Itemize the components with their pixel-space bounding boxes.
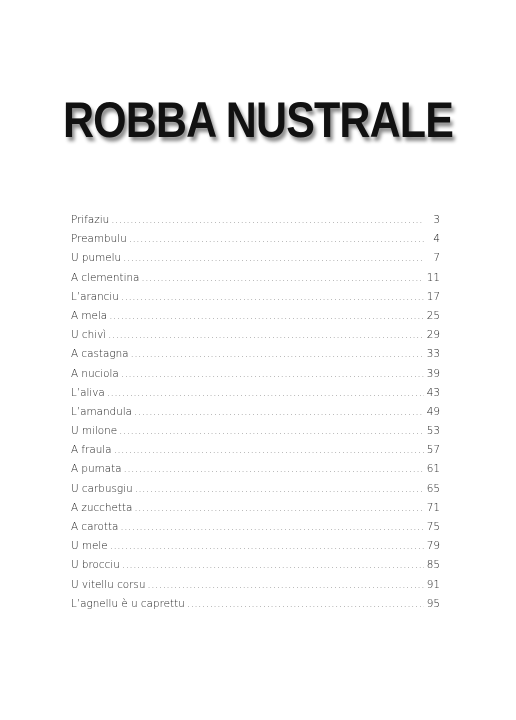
toc-entry-page: 49 [426,405,440,418]
toc-entry-page: 43 [426,386,440,399]
toc-entry-title: A clementina [71,271,140,284]
toc-entry-page: 61 [426,463,440,476]
toc-entry [71,518,440,537]
dot-leader [119,422,424,441]
toc-entry [71,307,440,326]
dot-leader [187,595,424,614]
toc-entry-title: L’aliva [71,386,105,399]
toc-entry [71,326,440,345]
toc-entry [71,556,440,575]
toc-entry-title: L’amandula [71,405,132,418]
toc-entry [71,480,440,499]
page-title: ROBBA NUSTRALE [62,91,454,148]
toc-entry-title: A mela [71,309,108,322]
toc-entry-page: 4 [433,233,440,246]
toc-entry-title: L’agnellu è u caprettu [71,597,185,610]
toc-entry [71,269,440,288]
dot-leader [121,365,424,384]
toc-entry [71,441,440,460]
toc-entry-page: 29 [426,329,440,342]
toc-entry-page: 17 [426,290,440,303]
dot-leader [141,269,424,288]
toc-entry-title: A zucchetta [71,501,133,514]
dot-leader [120,518,424,537]
toc-entry-title: U vitellu corsu [71,578,146,591]
toc-entry-page: 57 [426,444,440,457]
toc-entry-page: 7 [433,252,440,265]
toc-entry-title: L’aranciu [71,290,119,303]
toc-entry [71,576,440,595]
dot-leader [110,537,424,556]
toc-entry-title: A carotta [71,521,119,533]
toc-entry-page: 11 [426,271,440,284]
toc-entry-page: 53 [426,425,440,438]
toc-entry-title: A fraula [71,444,112,457]
dot-leader [123,249,424,268]
toc-entry [71,422,440,441]
toc-entry-page: 71 [426,501,440,514]
dot-leader [114,441,424,460]
dot-leader [147,576,424,595]
toc-entry-title: U chivì [71,329,107,342]
dot-leader [135,480,424,499]
toc-entry-title: Prifaziu [71,214,110,226]
dot-leader [111,211,424,230]
dot-leader [131,345,424,364]
toc-entry-page: 39 [426,367,440,380]
toc-entry [71,249,440,268]
toc-entry-page: 75 [426,521,440,533]
toc-entry-page: 91 [426,578,440,591]
toc-entry-page: 65 [426,482,440,495]
toc-entry-page: 79 [426,540,440,553]
toc-entry-title: U pumelu [71,252,122,265]
toc-entry [71,537,440,556]
dot-leader [109,307,424,326]
toc-entry [71,211,440,230]
toc-entry-page: 3 [433,214,440,226]
toc-entry [71,384,440,403]
dot-leader [107,384,424,403]
toc-entry [71,595,440,614]
toc-entry-title: U brocciu [71,559,120,572]
toc-entry-title: A pumata [71,463,122,476]
table-of-contents [71,211,440,614]
toc-entry-title: U mele [71,540,108,553]
toc-entry [71,288,440,307]
dot-leader [129,230,424,249]
toc-entry [71,460,440,479]
toc-entry [71,230,440,249]
toc-entry-page: 85 [426,559,440,572]
dot-leader [122,556,424,575]
toc-entry-page: 33 [426,348,440,361]
toc-entry [71,499,440,518]
toc-entry-title: Preambulu [71,233,127,246]
toc-entry-title: U milone [71,425,118,438]
toc-entry [71,403,440,422]
toc-entry-page: 25 [426,309,440,322]
dot-leader [121,288,424,307]
toc-entry-title: A castagna [71,348,129,361]
toc-entry-page: 95 [426,597,440,610]
dot-leader [134,403,424,422]
dot-leader [108,326,424,345]
toc-entry-title: U carbusgiu [71,482,133,495]
toc-entry-title: A nuciola [71,367,119,380]
toc-entry [71,365,440,384]
dot-leader [134,499,424,518]
dot-leader [124,460,424,479]
toc-entry [71,345,440,364]
